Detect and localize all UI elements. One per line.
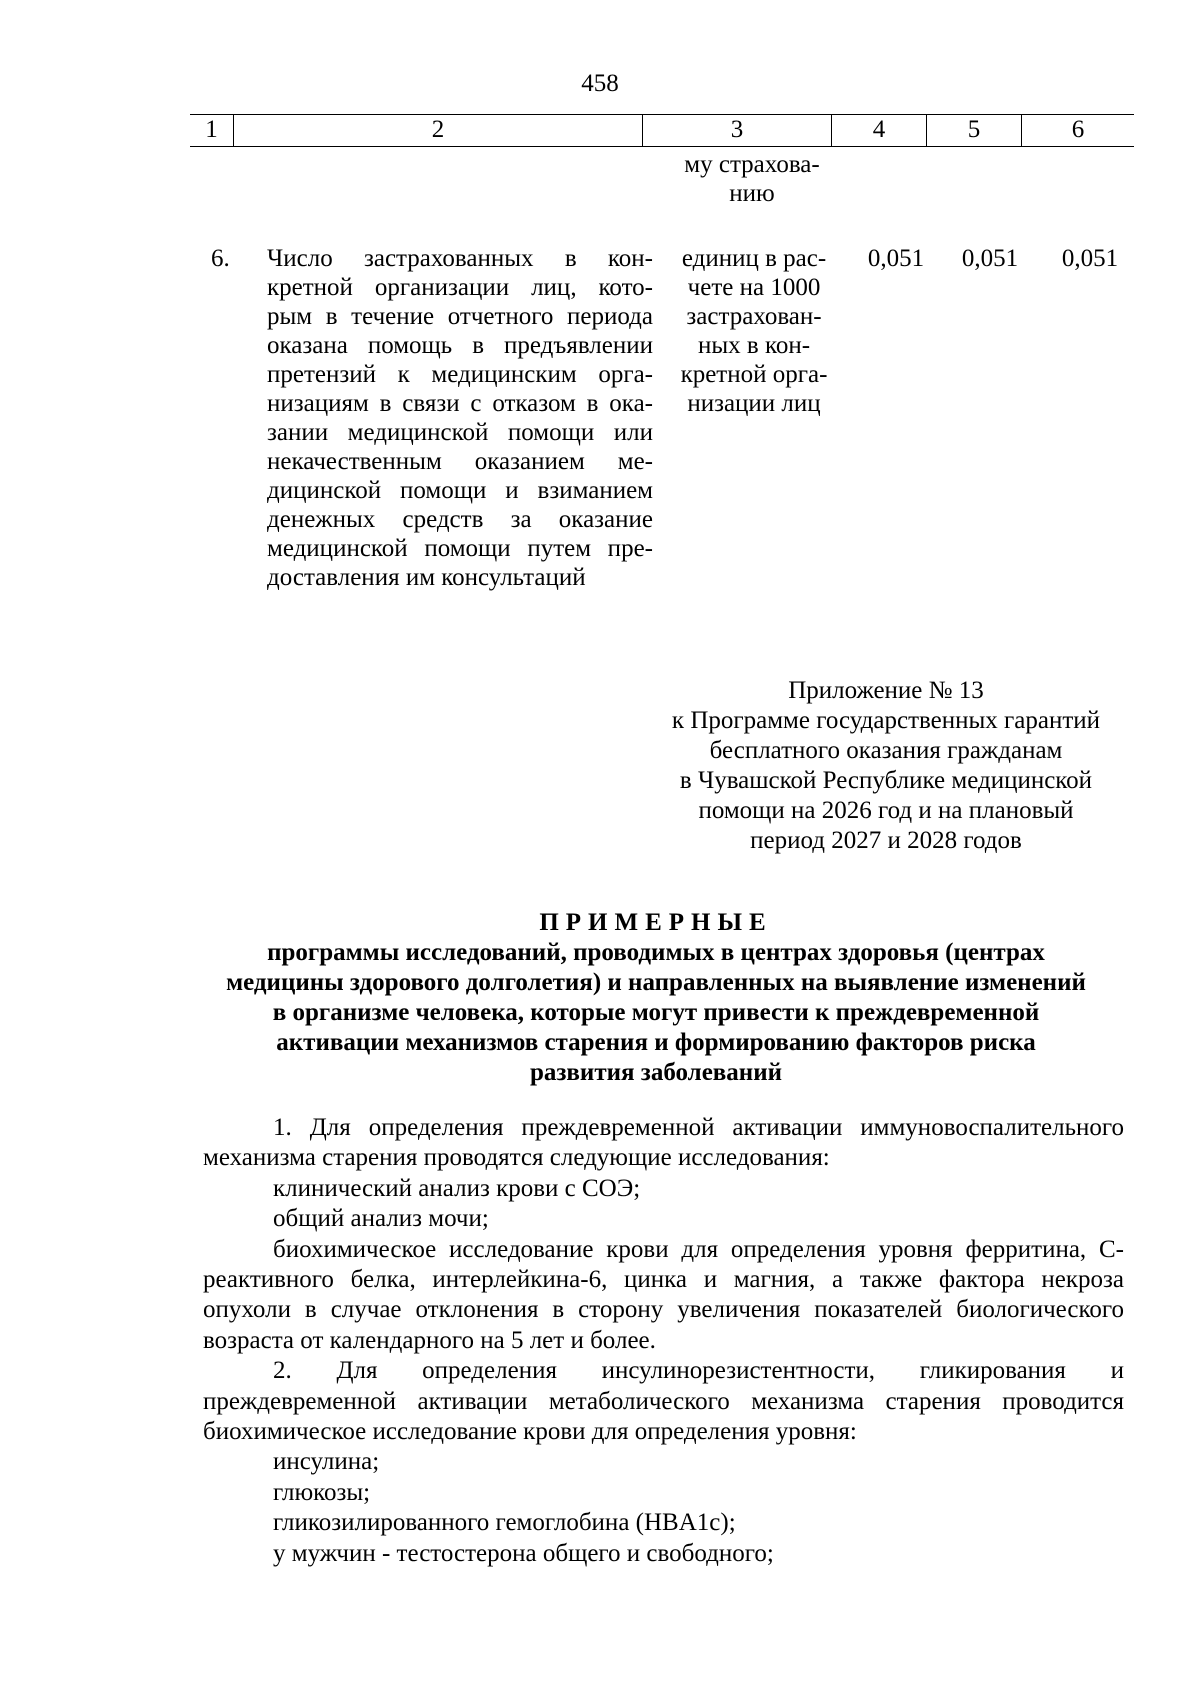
text-line: доставления им консультаций: [267, 564, 586, 591]
paragraph-2: 2. Для определения инсулинорезистентности, гликирования и преждевременной активации метаболического механизма старения проводится биохимическое исследование крови для определения уровня:: [203, 1357, 1124, 1446]
appendix-note: [651, 676, 1121, 856]
text-line: в Чувашской Республике медицинской: [679, 767, 1093, 794]
text-line: единиц в рас-: [681, 245, 827, 272]
value-col6: 0,051: [1061, 245, 1119, 272]
table-header-row: [190, 114, 1134, 147]
title-line: развития заболеваний: [529, 1059, 783, 1086]
text-line: денежных средств за оказание: [267, 506, 653, 533]
paragraph-1: 1. Для определения преждевременной активации иммуновоспалительного механизма старения проводятся следующие исследования:: [203, 1114, 1124, 1172]
text-line: му страхова-: [684, 151, 820, 178]
text-line: низациям в связи с отказом в ока-: [267, 390, 653, 417]
text-line: некачественным оказанием ме-: [267, 448, 653, 475]
text-line: рым в течение отчетного периода: [267, 303, 653, 330]
document-title: [186, 908, 1126, 1088]
list-item: глюкозы;: [273, 1478, 371, 1506]
text-line: помощи на 2026 год и на плановый: [698, 797, 1074, 824]
list-item: у мужчин - тестостерона общего и свободного;: [273, 1539, 774, 1567]
text-line: Число застрахованных в кон-: [267, 245, 653, 272]
table-header-cell: 1: [205, 116, 218, 143]
indicator-text: [267, 244, 653, 592]
table-header-cell: 2: [233, 115, 642, 146]
text-line: чете на 1000: [687, 274, 821, 301]
list-item: общий анализ мочи;: [273, 1205, 489, 1233]
text-line: претензий к медицинским орга-: [267, 361, 653, 388]
text-line: ных в кон-: [697, 332, 811, 359]
table-header-cell: 5: [926, 115, 1021, 146]
unit-text: [666, 244, 842, 418]
value-col4: 0,051: [867, 245, 925, 272]
text-line: к Программе государственных гарантий: [671, 707, 1101, 734]
text-line: зании медицинской помощи или: [267, 419, 653, 446]
list-item: гликозилированного гемоглобина (HBA1c);: [273, 1509, 736, 1537]
list-item: клинический анализ крови с СОЭ;: [273, 1174, 641, 1202]
text-line: кретной орга-: [680, 361, 828, 388]
text-line: нию: [729, 180, 775, 207]
body-text: [203, 1113, 1124, 1569]
text-line: Приложение № 13: [788, 677, 984, 704]
text-line: оказана помощь в предъявлении: [267, 332, 653, 359]
title-heading: ПРИМЕРНЫЕ: [539, 909, 773, 936]
text-line: период 2027 и 2028 годов: [750, 827, 1022, 854]
title-line: в организме человека, которые могут привести к преждевременной: [272, 999, 1040, 1026]
text-line: дицинской помощи и взиманием: [267, 477, 653, 504]
table-header-cell: 6: [1021, 115, 1134, 146]
text-line: низации лиц: [687, 390, 821, 417]
text-line: кретной организации лиц, кото-: [267, 274, 653, 301]
unit-continuation: [663, 150, 841, 208]
title-line: программы исследований, проводимых в центрах здоровья (центрах: [267, 939, 1045, 966]
list-item: инсулина;: [273, 1448, 380, 1476]
title-line: медицины здорового долголетия) и направленных на выявление изменений: [226, 969, 1086, 996]
page-number: 458: [581, 70, 619, 97]
value-col5: 0,051: [961, 245, 1019, 272]
text-line: бесплатного оказания гражданам: [709, 737, 1063, 764]
text-line: застрахован-: [686, 303, 822, 330]
list-item: биохимическое исследование крови для определения уровня ферритина, С-реактивного белка, интерлейкина-6, цинка и магния, а также фактора некроза опухоли в случае отклонения в сторону увеличения показателей биологического возраста от календарного на 5 лет и более.: [203, 1235, 1124, 1354]
table-header-cell: 3: [642, 115, 831, 146]
table-header-cell: 4: [831, 115, 926, 146]
row-number: 6.: [211, 245, 230, 272]
text-line: медицинской помощи путем пре-: [267, 535, 653, 562]
title-line: активации механизмов старения и формированию факторов риска: [276, 1029, 1036, 1056]
